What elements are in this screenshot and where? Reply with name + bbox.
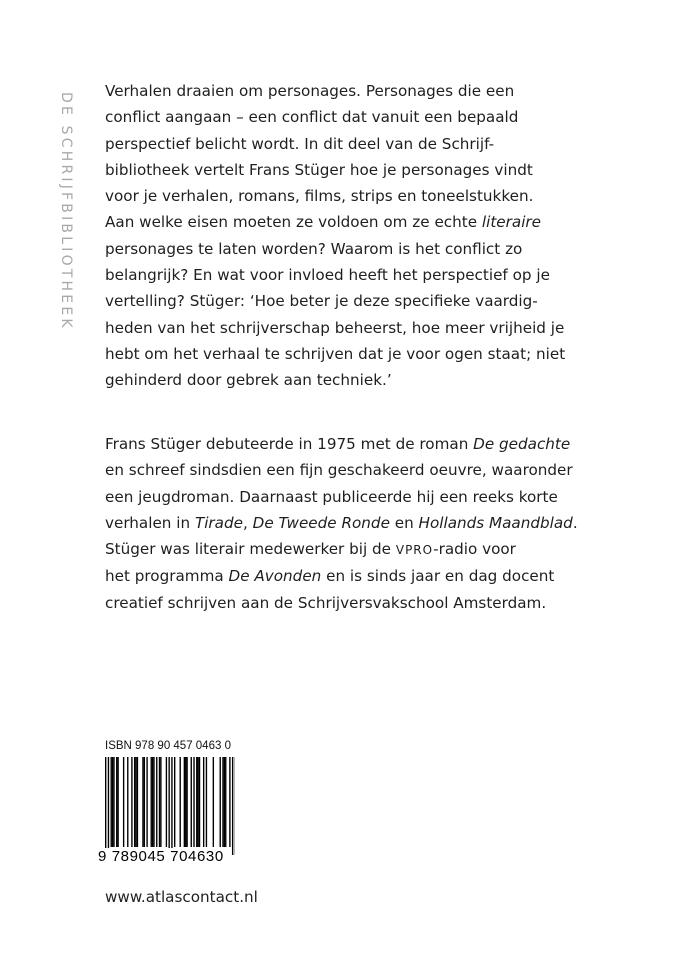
isbn-label: ISBN 978 90 457 0463 0: [105, 740, 231, 752]
text-line: [105, 431, 665, 457]
barcode-bar: [199, 757, 200, 847]
barcode-bar: [156, 757, 157, 847]
barcode-bar: [184, 757, 185, 847]
small-caps-acronym: VPRO: [395, 543, 434, 558]
barcode-bar: [224, 757, 225, 847]
barcode-bar: [174, 757, 175, 847]
text-run: Frans Stüger debuteerde in 1975 met de roman: [105, 435, 474, 453]
barcode-bar: [113, 757, 114, 847]
text-line: [105, 536, 665, 563]
text-run: .: [572, 513, 578, 532]
text-line: Verhalen draaien om personages. Personages die een: [105, 82, 515, 100]
barcode-bar: [134, 757, 135, 847]
barcode-bar: [131, 757, 132, 847]
barcode-bar: [180, 757, 181, 847]
text-line: [105, 209, 665, 235]
barcode-bar: [153, 757, 154, 847]
barcode-bar: [105, 757, 106, 855]
barcode-bar: [127, 757, 128, 847]
text-run: -radio voor: [433, 540, 516, 559]
italic-title: De gedachte: [473, 435, 571, 453]
barcode-bar: [144, 757, 145, 847]
barcode-digits: 9 789045 704630: [98, 848, 224, 865]
barcode-bar: [146, 757, 147, 847]
barcode-bar: [229, 757, 230, 847]
text-line: een jeugdroman. Daarnaast publiceerde hij een reeks korte: [105, 487, 558, 506]
barcode-bar: [197, 757, 198, 847]
text-line: conflict aangaan – een conflict dat vanuit een bepaald: [105, 108, 519, 127]
barcode-bar: [166, 757, 167, 847]
text-run: en is sinds jaar en dag docent: [321, 567, 555, 586]
barcode-bar: [152, 757, 153, 847]
barcode-bar: [185, 757, 186, 847]
barcode-bar: [112, 757, 113, 847]
barcode-bar: [213, 757, 214, 847]
barcode-bar: [220, 757, 221, 847]
text-line: hebt om het verhaal te schrijven dat je voor ogen staat; niet: [105, 344, 566, 363]
italic-term: literaire: [481, 213, 542, 232]
barcode-bar: [196, 757, 197, 847]
text-line: creatief schrijven aan de Schrijversvakschool Amsterdam.: [105, 593, 547, 612]
text-run: ,: [242, 513, 253, 532]
text-run: en: [389, 513, 419, 532]
barcode-bar: [123, 757, 124, 847]
barcode-bar: [232, 757, 233, 855]
text-line: vertelling? Stüger: ‘Hoe beter je deze specifieke vaardig-: [105, 292, 538, 311]
text-run: het programma: [105, 567, 229, 586]
barcode-bar: [186, 757, 187, 847]
series-spine-label: DE SCHRIJFBIBLIOTHEEK: [58, 92, 74, 331]
text-line: heden van het schrijverschap beheerst, hoe meer vrijheid je: [105, 318, 565, 337]
text-run: verhalen in: [105, 513, 195, 532]
author-bio: [105, 431, 665, 616]
barcode-bar: [151, 757, 152, 847]
barcode-bar: [117, 757, 118, 847]
barcode-bar: [191, 757, 192, 847]
italic-title: De Tweede Ronde: [252, 513, 390, 532]
barcode-bar: [168, 757, 169, 855]
text-line: personages te laten worden? Waarom is het conflict zo: [105, 239, 523, 258]
barcode-bar: [222, 757, 223, 847]
text-line: en schreef sindsdien een fijn geschakeerd oeuvre, waaronder: [105, 461, 573, 480]
publisher-website: www.atlascontact.nl: [105, 888, 258, 906]
barcode-bar: [142, 757, 143, 847]
barcode-bar: [135, 757, 136, 847]
barcode-bar: [160, 757, 161, 847]
text-line: [105, 563, 665, 589]
barcode-bar: [171, 757, 172, 855]
barcode-bar: [206, 757, 207, 847]
text-line: [105, 510, 665, 536]
text-run: Stüger was literair medewerker bij de: [105, 540, 396, 559]
book-description: [105, 78, 665, 394]
text-line: gehinderd door gebrek aan techniek.’: [105, 371, 392, 390]
barcode-bar: [137, 757, 138, 847]
text-line: voor je verhalen, romans, films, strips en toneelstukken.: [105, 187, 534, 206]
italic-title: Hollands Maandblad: [418, 513, 573, 532]
barcode-bar: [203, 757, 204, 847]
italic-title: Tirade: [194, 513, 243, 532]
text-line: belangrijk? En wat voor invloed heeft het perspectief op je: [105, 266, 550, 285]
barcode-bar: [225, 757, 226, 847]
text-line: perspectief belicht wordt. In dit deel van de Schrijf-: [105, 134, 495, 153]
barcode-bar: [193, 757, 194, 847]
text-line: bibliotheek vertelt Frans Stüger hoe je personages vindt: [105, 160, 533, 179]
text-run: Aan welke eisen moeten ze voldoen om ze echte: [105, 213, 482, 232]
barcode-bar: [111, 757, 112, 847]
barcode-bar: [108, 757, 109, 855]
italic-title: De Avonden: [228, 567, 322, 586]
barcode-bar: [116, 757, 117, 847]
barcode-bar: [159, 757, 160, 847]
